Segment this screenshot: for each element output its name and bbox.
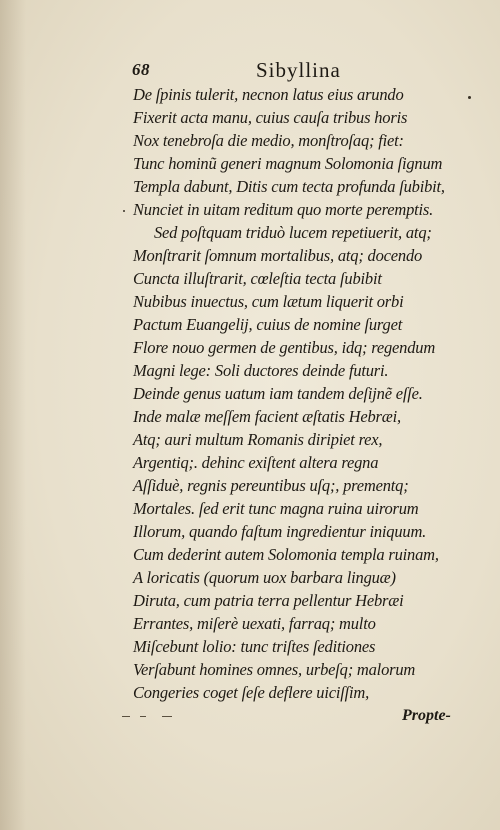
gutter-shadow (0, 0, 26, 830)
ink-speck (123, 210, 125, 212)
verse-line: Mortales. ſed erit tunc magna ruina uirorum (133, 499, 419, 518)
verse-line: Verſabunt homines omnes, urbeſq; malorum (133, 660, 416, 679)
verse-line: Inde malæ meſſem facient æſtatis Hebræi, (133, 407, 401, 426)
verse-line: Atq; auri multum Romanis diripiet rex, (133, 430, 383, 449)
verse-line: Magni lege: Soli ductores deinde futuri. (133, 361, 389, 380)
verse-line: Tunc hominũ generi magnum Solomonia ſignum (133, 154, 443, 173)
verse-line: Illorum, quando faſtum ingredientur iniquum. (133, 522, 427, 541)
verse-line: Errantes, miſerè uexati, farraq; multo (133, 614, 376, 633)
verse-line: Diruta, cum patria terra pellentur Hebræi (133, 591, 404, 610)
verse-line: Nox tenebroſa die medio, monſtroſaq; fiet: (133, 131, 404, 150)
verse-line: Aſſiduè, regnis pereuntibus uſq;, prementq; (133, 476, 409, 495)
catchword: Propte- (402, 707, 451, 724)
verse-line: Cuncta illuſtrarit, cœleſtia tecta ſubibit (133, 269, 382, 288)
verse-line: Nubibus inuectus, cum lætum liquerit orbi (133, 292, 404, 311)
verse-line: Argentiq;. dehinc exiſtent altera regna (133, 453, 379, 472)
verse-line: Cum dederint autem Solomonia templa ruinam, (133, 545, 439, 564)
verse-line: Nunciet in uitam reditum quo morte peremptis. (133, 200, 434, 219)
verse-line: A loricatis (quorum uox barbara linguæ) (133, 568, 396, 587)
running-head: Sibyllina (256, 58, 341, 82)
verse-line: Congeries coget ſeſe deflere uiciſſim, (133, 683, 370, 702)
verse-line: Templa dabunt, Ditis cum tecta profunda ſubibit, (133, 177, 445, 196)
verse-line: Fixerit acta manu, cuius cauſa tribus horis (133, 108, 408, 127)
page-header (0, 58, 500, 84)
verse-line: Monſtrarit ſomnum mortalibus, atq; docendo (133, 246, 423, 265)
verse-line: Deinde genus uatum iam tandem deſijnẽ eſſe. (133, 384, 423, 403)
ink-speck (468, 96, 471, 99)
verse-line: Flore nouo germen de gentibus, idq; regendum (133, 338, 436, 357)
verse-line: Pactum Euangelij, cuius de nomine ſurget (133, 315, 403, 334)
verse-line: Miſcebunt lolio: tunc triſtes ſeditiones (133, 637, 376, 656)
verse-line: Sed poſtquam triduò lucem repetiuerit, atq; (154, 223, 432, 242)
page-number: 68 (132, 60, 150, 79)
footer-dash-mark (122, 713, 182, 721)
verse-line: De ſpinis tulerit, necnon latus eius arundo (133, 85, 404, 104)
